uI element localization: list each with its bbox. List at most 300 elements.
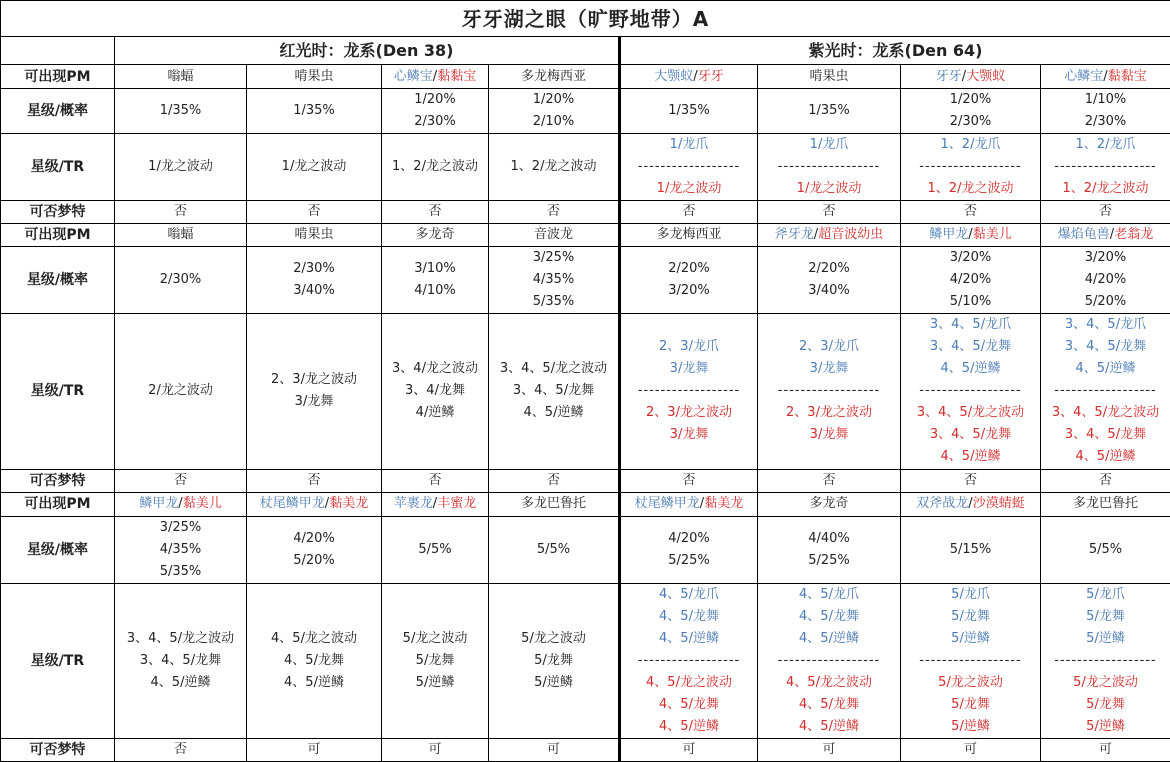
star-rate: 2/30% (1084, 114, 1127, 130)
tr-move-red: 5/逆鳞 (951, 718, 990, 734)
tr-move: 4、5/龙之波动 (271, 630, 357, 646)
tr-move-blue: 3/龙舞 (669, 361, 709, 377)
pokemon-cell (758, 492, 901, 516)
tr-move: 5/逆鳞 (415, 674, 455, 690)
name-divider: / (432, 496, 438, 512)
hidden-ability-cell: 可 (489, 738, 620, 761)
name-divider: / (1109, 227, 1115, 243)
pokemon-cell (1041, 65, 1170, 89)
tr-move: 4、5/逆鳞 (150, 674, 211, 690)
star-rate-cell (382, 89, 489, 134)
tr-move: 4/逆鳞 (415, 405, 455, 421)
tr-move-red: 3、4、5/龙之波动 (1051, 405, 1160, 421)
star-rate-cell (247, 247, 382, 314)
pokemon-name: 心鳞宝 (1064, 68, 1104, 84)
pm-row (1, 224, 1170, 247)
name-divider: / (324, 496, 330, 512)
hidden-ability-cell: 否 (489, 469, 620, 492)
pokemon-cell (758, 65, 901, 89)
tr-cell (382, 134, 489, 201)
tr-move: 5/龙舞 (415, 652, 455, 668)
tr-move: 3、4、5/龙舞 (512, 383, 595, 399)
star-rate: 5/5% (1088, 541, 1123, 557)
star-rate: 5/20% (1084, 294, 1127, 310)
star-rate: 5/5% (536, 541, 571, 557)
pokemon-cell (620, 224, 758, 247)
name-divider: / (968, 496, 973, 512)
pokemon-name: 黏美儿 (182, 496, 222, 512)
tr-move-red: 3/龙舞 (669, 427, 709, 443)
star-rate-cell (620, 516, 758, 583)
tr-move-blue: 3、4、5/龙舞 (929, 339, 1012, 355)
star-rate: 1/35% (159, 103, 202, 119)
star-rate-cell (115, 247, 247, 314)
pokemon-cell (901, 65, 1041, 89)
star-rate: 5/15% (949, 541, 992, 557)
tr-move-red: 4、5/逆鳞 (1075, 449, 1136, 465)
title-row (1, 1, 1170, 37)
tr-move: 4、5/龙舞 (284, 652, 344, 668)
tr-move-blue: 4、5/逆鳞 (1075, 361, 1136, 377)
tr-move: 2、3/龙之波动 (271, 372, 357, 388)
hidden-ability-cell: 否 (115, 201, 247, 224)
name-divider: / (432, 68, 438, 84)
star-rate-cell (489, 247, 620, 314)
star-rate: 4/35% (159, 541, 202, 557)
tr-label: 星级/TR (1, 314, 115, 469)
hidden-ability-cell: 可 (620, 738, 758, 761)
star-rate: 5/25% (668, 552, 710, 568)
tr-separator: ------------------ (1054, 383, 1157, 399)
ha-label: 可否梦特 (1, 201, 115, 224)
pokemon-cell (620, 65, 758, 89)
pm-row (1, 65, 1170, 89)
tr-move: 3、4、5/龙舞 (139, 652, 222, 668)
pokemon-cell (489, 65, 620, 89)
pokemon-name: 黏美龙 (704, 496, 744, 512)
rate-row (1, 89, 1170, 134)
pm-label: 可出现PM (1, 492, 115, 516)
tr-cell (115, 583, 247, 738)
star-rate: 3/20% (668, 283, 710, 299)
tr-row (1, 314, 1170, 469)
tr-cell (758, 583, 901, 738)
star-rate-cell (115, 516, 247, 583)
pokemon-name: 超音波幼虫 (818, 227, 884, 243)
pokemon-name: 黏美儿 (972, 227, 1012, 243)
pokemon-name: 嗡蝠 (167, 68, 194, 84)
tr-move-red: 4、5/龙之波动 (646, 674, 732, 690)
star-rate-cell (758, 247, 901, 314)
pokemon-name: 大颚蚁 (654, 68, 694, 84)
tr-cell (1041, 134, 1170, 201)
table-body (1, 1, 1170, 762)
tr-move-red: 5/逆鳞 (1086, 718, 1125, 734)
name-divider: / (1103, 68, 1108, 84)
tr-move-blue: 3、4、5/龙爪 (929, 317, 1012, 333)
tr-move-blue: 5/龙舞 (951, 608, 990, 624)
name-divider: / (693, 68, 698, 84)
star-rate: 5/25% (808, 552, 850, 568)
tr-move-blue: 4、5/逆鳞 (799, 630, 859, 646)
tr-cell (1041, 583, 1170, 738)
tr-separator: ------------------ (919, 652, 1022, 668)
tr-move-red: 3、4、5/龙舞 (929, 427, 1012, 443)
hidden-ability-cell: 否 (489, 201, 620, 224)
star-rate-cell (382, 247, 489, 314)
pokemon-cell (115, 224, 247, 247)
star-rate: 1/35% (808, 103, 850, 119)
star-rate: 2/20% (668, 261, 710, 277)
hidden-ability-cell: 否 (382, 201, 489, 224)
tr-move-blue: 5/龙爪 (951, 586, 990, 602)
tr-move-blue: 2、3/龙爪 (659, 339, 719, 355)
star-rate: 2/30% (949, 114, 992, 130)
pokemon-name: 杖尾鳞甲龙 (634, 496, 700, 512)
rate-label: 星级/概率 (1, 516, 115, 583)
tr-cell (382, 583, 489, 738)
hidden-ability-cell: 否 (758, 201, 901, 224)
tr-move: 5/龙之波动 (521, 630, 586, 646)
tr-move-red: 1、2/龙之波动 (927, 181, 1014, 197)
hidden-ability-cell: 否 (247, 201, 382, 224)
tr-cell (758, 314, 901, 469)
tr-move-red: 5/龙之波动 (1073, 674, 1138, 690)
tr-label: 星级/TR (1, 134, 115, 201)
pokemon-name: 多龙梅西亚 (656, 227, 722, 243)
section-header-row (1, 37, 1170, 65)
pokemon-cell (1041, 492, 1170, 516)
tr-separator: ------------------ (1054, 652, 1157, 668)
pokemon-name: 牙牙 (935, 68, 962, 84)
star-rate: 5/10% (949, 294, 992, 310)
star-rate: 3/40% (293, 283, 335, 299)
pokemon-cell (1041, 224, 1170, 247)
tr-move-blue: 1、2/龙爪 (1075, 137, 1136, 153)
star-rate-cell (489, 89, 620, 134)
tr-cell (247, 583, 382, 738)
tr-separator: ------------------ (637, 159, 741, 175)
pokemon-name: 多龙巴鲁托 (1072, 496, 1138, 512)
tr-move: 3、4/龙之波动 (392, 361, 478, 377)
star-rate-cell (901, 516, 1041, 583)
tr-cell (115, 134, 247, 201)
star-rate: 4/20% (1084, 272, 1127, 288)
hidden-ability-cell: 否 (115, 469, 247, 492)
tr-move-blue: 5/逆鳞 (1086, 630, 1125, 646)
tr-move: 4、5/逆鳞 (284, 674, 344, 690)
pokemon-name: 丰蜜龙 (437, 496, 477, 512)
hidden-ability-cell: 否 (382, 469, 489, 492)
tr-separator: ------------------ (637, 383, 741, 399)
tr-move-blue: 1、2/龙爪 (940, 137, 1001, 153)
star-rate: 1/20% (532, 92, 575, 108)
red-light-header: 红光时：龙系(Den 38) (115, 37, 620, 65)
pokemon-cell (382, 65, 489, 89)
pokemon-name: 多龙巴鲁托 (520, 496, 586, 512)
star-rate-cell (1041, 516, 1170, 583)
hidden-ability-cell: 否 (901, 469, 1041, 492)
tr-cell (489, 134, 620, 201)
star-rate: 4/10% (414, 283, 456, 299)
pokemon-name: 音波龙 (533, 227, 573, 243)
pokemon-name: 多龙奇 (809, 496, 849, 512)
name-divider: / (178, 496, 183, 512)
pm-label: 可出现PM (1, 65, 115, 89)
tr-move-blue: 1/龙爪 (669, 137, 709, 153)
tr-move: 1/龙之波动 (281, 159, 347, 175)
pokemon-name: 老翁龙 (1114, 227, 1154, 243)
ha-label: 可否梦特 (1, 469, 115, 492)
star-rate: 2/30% (159, 272, 202, 288)
pokemon-cell (115, 492, 247, 516)
pokemon-name: 斧牙龙 (774, 227, 814, 243)
tr-cell (758, 134, 901, 201)
star-rate-cell (1041, 247, 1170, 314)
star-rate: 5/5% (418, 541, 452, 557)
pokemon-name: 双斧战龙 (916, 496, 969, 512)
tr-move-blue: 5/逆鳞 (951, 630, 990, 646)
tr-cell (901, 134, 1041, 201)
tr-label: 星级/TR (1, 583, 115, 738)
pokemon-cell (489, 224, 620, 247)
star-rate: 2/30% (293, 261, 335, 277)
pokemon-name: 啃果虫 (294, 227, 334, 243)
pokemon-name: 鳞甲龙 (929, 227, 969, 243)
tr-cell (1041, 314, 1170, 469)
tr-move-red: 4、5/龙舞 (799, 696, 859, 712)
hidden-ability-cell: 可 (247, 738, 382, 761)
star-rate: 1/20% (949, 92, 992, 108)
tr-separator: ------------------ (777, 383, 881, 399)
star-rate: 3/20% (1084, 250, 1127, 266)
star-rate-cell (247, 89, 382, 134)
star-rate: 3/10% (414, 261, 456, 277)
tr-move-red: 2、3/龙之波动 (646, 405, 732, 421)
star-rate: 1/10% (1084, 92, 1127, 108)
tr-move: 2/龙之波动 (148, 383, 213, 399)
hidden-ability-cell: 可 (1041, 738, 1170, 761)
star-rate-cell (901, 247, 1041, 314)
star-rate-cell (247, 516, 382, 583)
tr-cell (247, 134, 382, 201)
pokemon-cell (247, 492, 382, 516)
tr-move-red: 4、5/龙舞 (659, 696, 719, 712)
star-rate-cell (758, 516, 901, 583)
star-rate-cell (901, 89, 1041, 134)
pokemon-cell (620, 492, 758, 516)
star-rate: 4/20% (668, 530, 710, 546)
hidden-ability-cell: 否 (620, 201, 758, 224)
page-title: 牙牙湖之眼（旷野地带）A (1, 1, 1170, 37)
pokemon-cell (115, 65, 247, 89)
pm-label: 可出现PM (1, 224, 115, 247)
hidden-ability-cell: 否 (758, 469, 901, 492)
star-rate: 4/20% (293, 530, 335, 546)
pokemon-cell (247, 224, 382, 247)
rate-label: 星级/概率 (1, 247, 115, 314)
tr-move-blue: 4、5/龙舞 (799, 608, 859, 624)
tr-cell (620, 314, 758, 469)
pokemon-name: 心鳞宝 (393, 68, 433, 84)
hidden-ability-cell: 否 (247, 469, 382, 492)
pokemon-cell (247, 65, 382, 89)
name-divider: / (961, 68, 967, 84)
star-rate-cell (382, 516, 489, 583)
tr-cell (901, 583, 1041, 738)
star-rate: 3/25% (159, 519, 202, 535)
tr-row (1, 134, 1170, 201)
tr-move-blue: 4、5/逆鳞 (940, 361, 1001, 377)
star-rate: 1/35% (293, 103, 335, 119)
tr-move-red: 2、3/龙之波动 (786, 405, 872, 421)
pokemon-name: 爆焰龟兽 (1057, 227, 1110, 243)
tr-move-blue: 5/龙爪 (1086, 586, 1125, 602)
tr-move: 5/龙之波动 (402, 630, 468, 646)
star-rate: 2/10% (532, 114, 575, 130)
tr-cell (901, 314, 1041, 469)
tr-separator: ------------------ (919, 159, 1022, 175)
tr-move-blue: 4、5/龙爪 (659, 586, 719, 602)
pokemon-name: 鳞甲龙 (139, 496, 179, 512)
tr-move: 5/逆鳞 (534, 674, 573, 690)
tr-cell (489, 583, 620, 738)
tr-move-blue: 4、5/龙爪 (799, 586, 859, 602)
pokemon-cell (382, 492, 489, 516)
star-rate-cell (620, 89, 758, 134)
tr-cell (620, 583, 758, 738)
tr-cell (489, 314, 620, 469)
pokemon-name: 杖尾鳞甲龙 (259, 496, 325, 512)
star-rate: 3/25% (532, 250, 575, 266)
star-rate-cell (489, 516, 620, 583)
tr-separator: ------------------ (919, 383, 1022, 399)
name-divider: / (813, 227, 819, 243)
star-rate-cell (115, 89, 247, 134)
tr-move-red: 3、4、5/龙舞 (1064, 427, 1147, 443)
star-rate: 2/30% (414, 114, 456, 130)
pokemon-name: 牙牙 (697, 68, 724, 84)
pokemon-cell (758, 224, 901, 247)
tr-separator: ------------------ (777, 159, 881, 175)
tr-move: 5/龙舞 (534, 652, 573, 668)
pokemon-name: 大颚蚁 (966, 68, 1006, 84)
star-rate: 5/20% (293, 552, 335, 568)
pokemon-name: 啃果虫 (294, 68, 334, 84)
star-rate: 1/20% (414, 92, 456, 108)
star-rate: 4/35% (532, 272, 575, 288)
tr-separator: ------------------ (777, 652, 881, 668)
rate-row (1, 247, 1170, 314)
hidden-ability-cell: 否 (901, 201, 1041, 224)
tr-cell (382, 314, 489, 469)
tr-move-red: 4、5/逆鳞 (659, 718, 719, 734)
pokemon-name: 苹裹龙 (393, 496, 433, 512)
pokemon-cell (901, 492, 1041, 516)
tr-cell (620, 134, 758, 201)
tr-move: 3、4/龙舞 (405, 383, 465, 399)
hidden-ability-cell: 否 (1041, 469, 1170, 492)
ha-row (1, 738, 1170, 761)
ha-label: 可否梦特 (1, 738, 115, 761)
pokemon-cell (489, 492, 620, 516)
tr-move-red: 1/龙之波动 (656, 181, 722, 197)
rate-row (1, 516, 1170, 583)
tr-move-blue: 5/龙舞 (1086, 608, 1125, 624)
star-rate: 5/35% (159, 563, 202, 579)
hidden-ability-cell: 否 (115, 738, 247, 761)
pm-row (1, 492, 1170, 516)
ha-row (1, 469, 1170, 492)
corner-cell (1, 37, 115, 65)
star-rate: 3/20% (949, 250, 992, 266)
pokemon-name: 啃果虫 (809, 68, 849, 84)
tr-separator: ------------------ (1054, 159, 1157, 175)
pokemon-cell (901, 224, 1041, 247)
star-rate: 4/20% (949, 272, 992, 288)
star-rate-cell (758, 89, 901, 134)
pokemon-name: 多龙梅西亚 (520, 68, 586, 84)
tr-cell (115, 314, 247, 469)
tr-move-red: 5/龙之波动 (938, 674, 1003, 690)
hidden-ability-cell: 否 (620, 469, 758, 492)
tr-row (1, 583, 1170, 738)
tr-move-red: 1、2/龙之波动 (1062, 181, 1149, 197)
pokemon-name: 多龙奇 (415, 227, 455, 243)
tr-move-red: 3、4、5/龙之波动 (916, 405, 1025, 421)
tr-move: 4、5/逆鳞 (523, 405, 584, 421)
tr-move: 3、4、5/龙之波动 (499, 361, 608, 377)
tr-move-blue: 4、5/龙舞 (659, 608, 719, 624)
tr-move-red: 5/龙舞 (1086, 696, 1125, 712)
tr-move-blue: 4、5/逆鳞 (659, 630, 719, 646)
hidden-ability-cell: 否 (1041, 201, 1170, 224)
tr-cell (247, 314, 382, 469)
star-rate: 1/35% (668, 103, 710, 119)
star-rate: 5/35% (532, 294, 575, 310)
name-divider: / (968, 227, 973, 243)
tr-move: 1、2/龙之波动 (392, 159, 478, 175)
tr-move-blue: 3/龙舞 (809, 361, 849, 377)
tr-separator: ------------------ (637, 652, 741, 668)
tr-move-red: 4、5/逆鳞 (799, 718, 859, 734)
tr-move-blue: 2、3/龙爪 (799, 339, 859, 355)
pokemon-name: 黏黏宝 (437, 68, 477, 84)
star-rate: 2/20% (808, 261, 850, 277)
hidden-ability-cell: 可 (758, 738, 901, 761)
star-rate: 4/40% (808, 530, 850, 546)
tr-move-red: 4、5/龙之波动 (786, 674, 872, 690)
pokemon-cell (382, 224, 489, 247)
tr-move: 3/龙舞 (294, 394, 334, 410)
star-rate-cell (1041, 89, 1170, 134)
tr-move-blue: 3、4、5/龙舞 (1064, 339, 1147, 355)
pokemon-name: 嗡蝠 (167, 227, 194, 243)
hidden-ability-cell: 可 (382, 738, 489, 761)
star-rate: 3/40% (808, 283, 850, 299)
star-rate-cell (620, 247, 758, 314)
tr-move: 1、2/龙之波动 (510, 159, 597, 175)
pokemon-name: 黏黏宝 (1107, 68, 1147, 84)
pokemon-name: 黏美龙 (329, 496, 369, 512)
tr-move-red: 1/龙之波动 (796, 181, 862, 197)
rate-label: 星级/概率 (1, 89, 115, 134)
tr-move-blue: 1/龙爪 (809, 137, 849, 153)
pokemon-name: 沙漠蜻蜓 (972, 496, 1025, 512)
tr-move-red: 3/龙舞 (809, 427, 849, 443)
tr-move-blue: 3、4、5/龙爪 (1064, 317, 1147, 333)
tr-move: 3、4、5/龙之波动 (126, 630, 235, 646)
